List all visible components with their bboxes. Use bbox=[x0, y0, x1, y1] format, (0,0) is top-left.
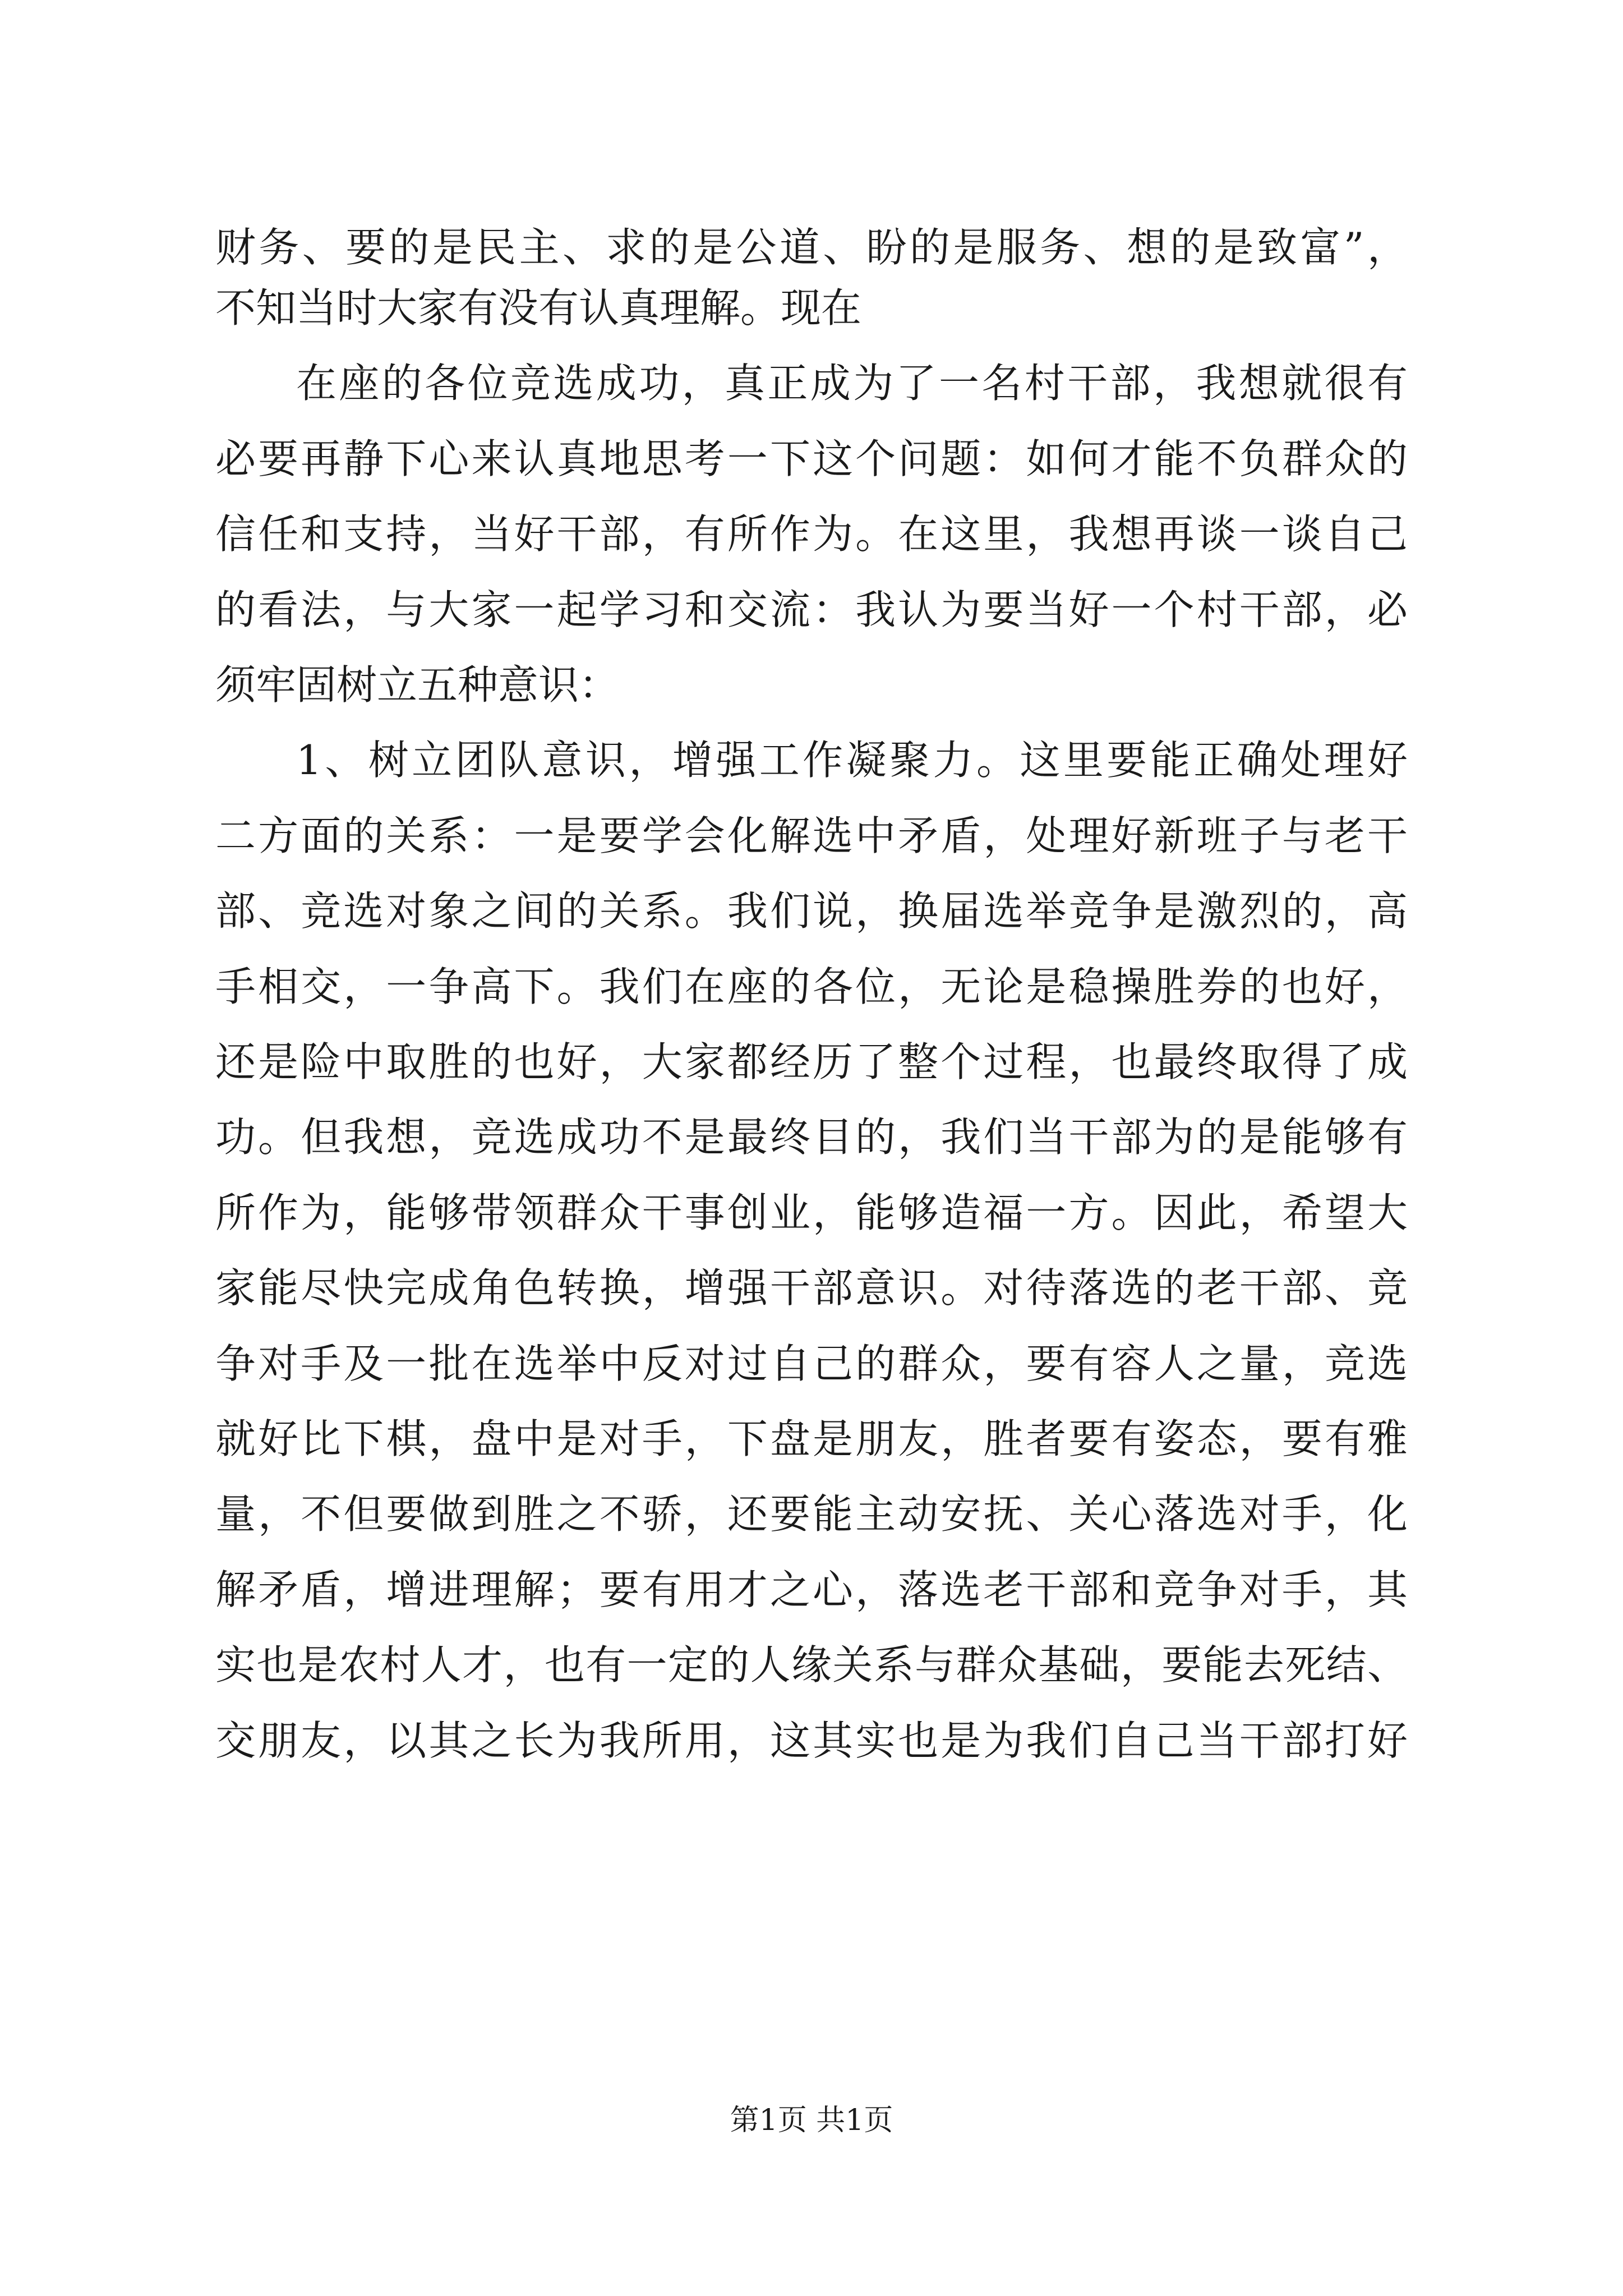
text-line-15: 家能尽快完成角色转换，增强干部意识。对待落选的老干部、竞 bbox=[215, 1264, 1408, 1312]
text-line-14: 所作为，能够带领群众干事创业，能够造福一方。因此，希望大 bbox=[215, 1189, 1408, 1236]
page-footer: 第1页 共1页 bbox=[730, 2104, 893, 2137]
text-line-6: 的看法，与大家一起学习和交流：我认为要当好一个村干部，必 bbox=[215, 586, 1408, 633]
text-line-11: 手相交，一争高下。我们在座的各位，无论是稳操胜券的也好， bbox=[215, 963, 1408, 1010]
text-line-16: 争对手及一批在选举中反对过自己的群众，要有容人之量，竞选 bbox=[215, 1340, 1408, 1387]
text-line-9: 二方面的关系：一是要学会化解选中矛盾，处理好新班子与老干 bbox=[215, 812, 1408, 859]
text-line-17: 就好比下棋，盘中是对手，下盘是朋友，胜者要有姿态，要有雅 bbox=[215, 1415, 1408, 1462]
text-line-2: 不知当时大家有没有认真理解。现在 bbox=[215, 284, 862, 332]
text-line-21: 交朋友，以其之长为我所用，这其实也是为我们自己当干部打好 bbox=[215, 1717, 1408, 1764]
text-line-8: 1、树立团队意识，增强工作凝聚力。这里要能正确处理好 bbox=[296, 737, 1408, 784]
text-line-13: 功。但我想，竞选成功不是最终目的，我们当干部为的是能够有 bbox=[215, 1114, 1408, 1161]
text-line-10: 部、竞选对象之间的关系。我们说，换届选举竞争是激烈的，高 bbox=[215, 887, 1408, 935]
text-line-1: 财务、要的是民主、求的是公道、盼的是服务、想的是致富”， bbox=[215, 224, 1408, 271]
text-line-12: 还是险中取胜的也好，大家都经历了整个过程，也最终取得了成 bbox=[215, 1038, 1408, 1085]
text-line-20: 实也是农村人才，也有一定的人缘关系与群众基础，要能去死结、 bbox=[215, 1641, 1408, 1688]
text-line-7: 须牢固树立五种意识： bbox=[215, 661, 620, 708]
text-line-19: 解矛盾，增进理解；要有用才之心，落选老干部和竞争对手，其 bbox=[215, 1566, 1408, 1613]
text-line-3: 在座的各位竞选成功，真正成为了一名村干部，我想就很有 bbox=[296, 360, 1408, 407]
text-line-4: 必要再静下心来认真地思考一下这个问题：如何才能不负群众的 bbox=[215, 435, 1408, 482]
text-line-18: 量，不但要做到胜之不骄，还要能主动安抚、关心落选对手，化 bbox=[215, 1490, 1408, 1538]
text-line-5: 信任和支持，当好干部，有所作为。在这里，我想再谈一谈自己 bbox=[215, 510, 1408, 558]
